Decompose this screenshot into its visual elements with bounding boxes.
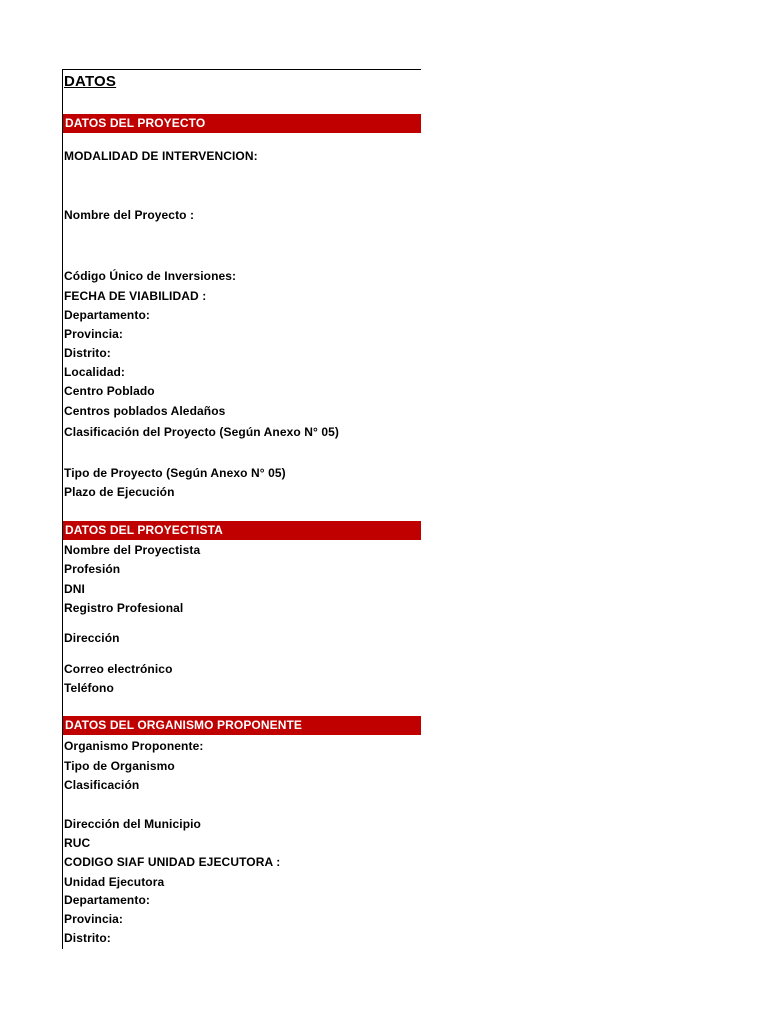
section-header-proyectista: DATOS DEL PROYECTISTA (63, 521, 421, 540)
spreadsheet-sheet (62, 69, 421, 949)
field-ruc: RUC (64, 836, 91, 850)
field-centros-aledanos: Centros poblados Aledaños (64, 404, 226, 418)
field-nombre-proyectista: Nombre del Proyectista (64, 543, 201, 557)
field-correo-electronico: Correo electrónico (64, 662, 173, 676)
field-distrito: Distrito: (64, 346, 111, 360)
field-tipo-proyecto: Tipo de Proyecto (Según Anexo N° 05) (64, 466, 286, 480)
field-plazo-ejecucion: Plazo de Ejecución (64, 485, 175, 499)
field-fecha-viabilidad: FECHA DE VIABILIDAD : (64, 289, 207, 303)
field-profesion: Profesión (64, 562, 121, 576)
sheet-left-border (62, 69, 63, 949)
field-organismo-proponente: Organismo Proponente: (64, 739, 204, 753)
section-header-organismo: DATOS DEL ORGANISMO PROPONENTE (63, 716, 421, 735)
field-unidad-ejecutora: Unidad Ejecutora (64, 875, 165, 889)
field-nombre-proyecto: Nombre del Proyecto : (64, 208, 195, 222)
document-title: DATOS (64, 73, 117, 90)
field-distrito-organismo: Distrito: (64, 931, 111, 945)
field-departamento-organismo: Departamento: (64, 893, 150, 907)
field-provincia-organismo: Provincia: (64, 912, 124, 926)
field-clasificacion-proyecto: Clasificación del Proyecto (Según Anexo N° 05) (64, 425, 340, 439)
field-codigo-unico: Código Único de Inversiones: (64, 269, 237, 283)
field-localidad: Localidad: (64, 365, 126, 379)
field-registro-profesional: Registro Profesional (64, 601, 184, 615)
field-direccion-municipio: Dirección del Municipio (64, 817, 201, 831)
sheet-top-border (62, 69, 421, 70)
field-direccion: Dirección (64, 631, 120, 645)
field-tipo-organismo: Tipo de Organismo (64, 759, 175, 773)
field-centro-poblado: Centro Poblado (64, 384, 155, 398)
field-telefono: Teléfono (64, 681, 114, 695)
field-modalidad-intervencion: MODALIDAD DE INTERVENCION: (64, 149, 258, 163)
field-departamento: Departamento: (64, 308, 150, 322)
field-clasificacion: Clasificación (64, 778, 140, 792)
field-codigo-siaf: CODIGO SIAF UNIDAD EJECUTORA : (64, 855, 281, 869)
section-header-proyecto: DATOS DEL PROYECTO (63, 114, 421, 133)
field-dni: DNI (64, 582, 85, 596)
field-provincia: Provincia: (64, 327, 124, 341)
